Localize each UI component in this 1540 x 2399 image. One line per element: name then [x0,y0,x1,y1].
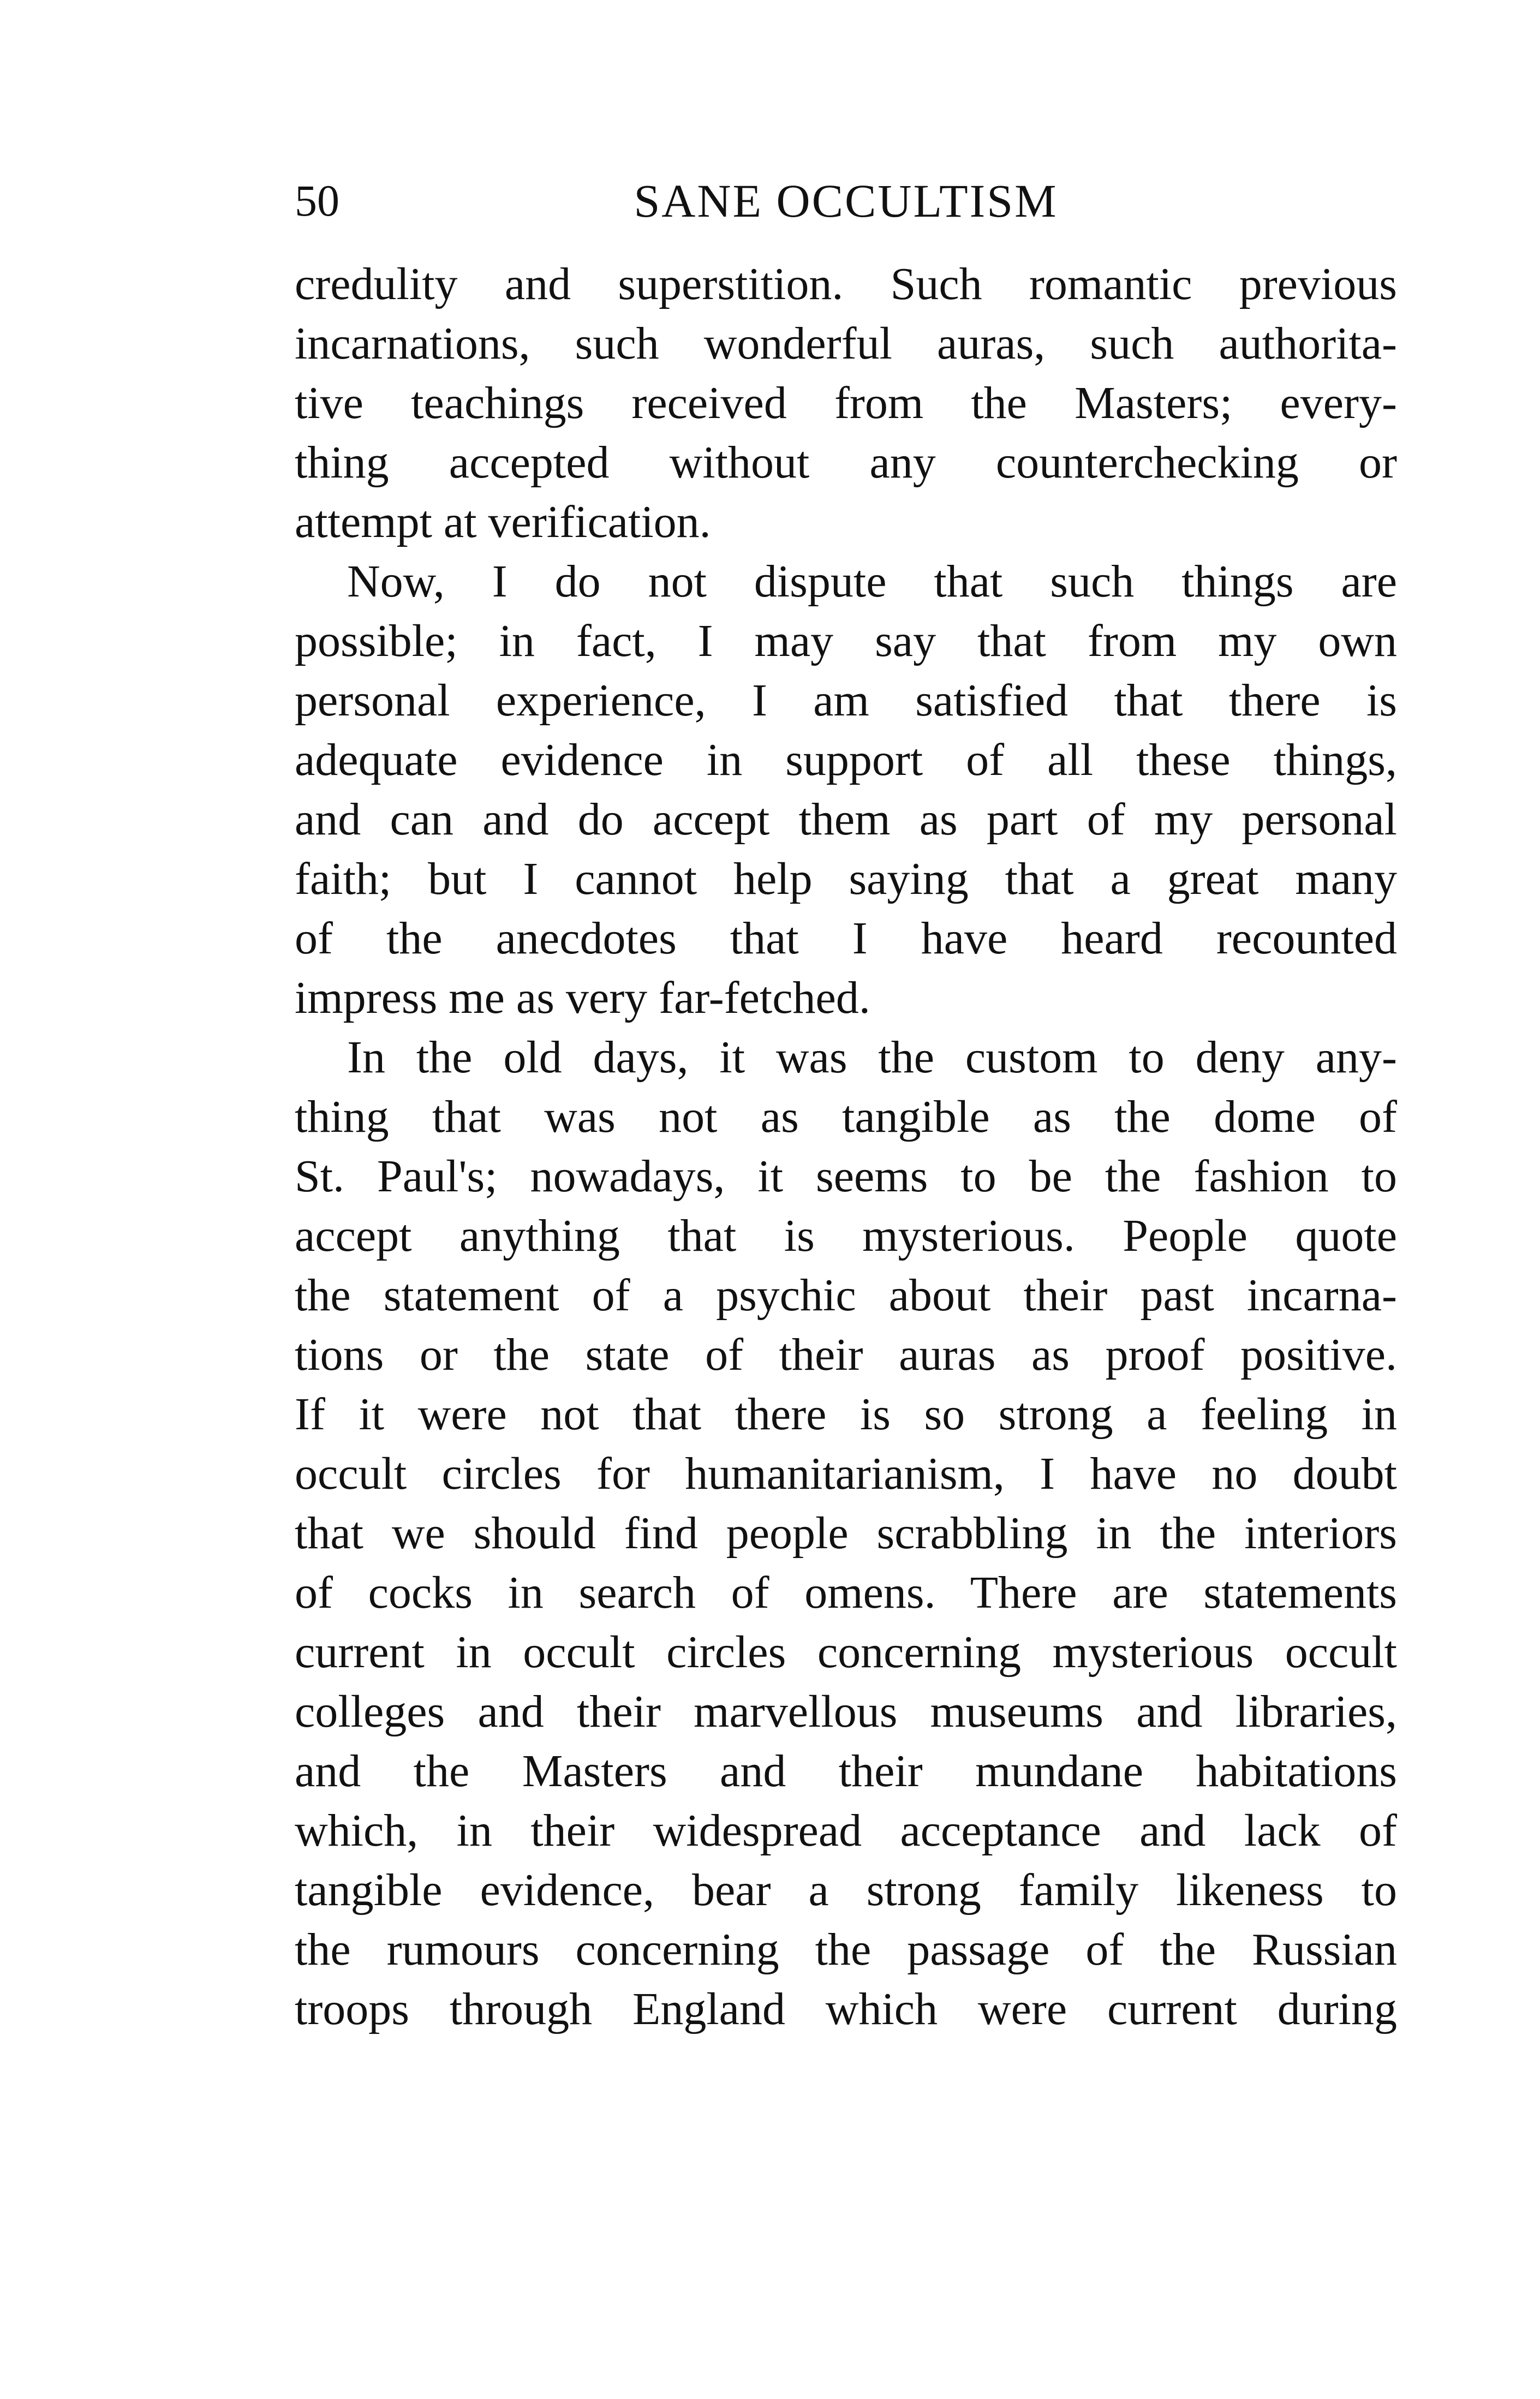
text-line: the rumours concerning the passage of the Russian [295,1924,1397,1975]
text-line: the statement of a psychic about their past incarna- [295,1270,1397,1321]
running-head [295,174,1397,239]
text-line: thing accepted without any counterchecking or [295,437,1397,488]
text-line: possible; in fact, I may say that from my own [295,616,1397,666]
text-line: current in occult circles concerning mysterious occult [295,1627,1397,1678]
body-text [295,254,1397,2039]
text-line: and the Masters and their mundane habitations [295,1746,1397,1797]
page-number: 50 [295,176,339,225]
text-line: Now, I do not dispute that such things are [347,556,1397,607]
text-line: thing that was not as tangible as the dome of [295,1091,1397,1142]
text-line: tions or the state of their auras as proof positive. [295,1329,1397,1380]
text-line: accept anything that is mysterious. People quote [295,1210,1397,1261]
text-line: of the anecdotes that I have heard recounted [295,913,1397,964]
text-line: which, in their widespread acceptance and lack of [295,1805,1397,1856]
text-line: In the old days, it was the custom to deny any- [347,1032,1397,1083]
text-line: attempt at verification. [295,497,711,547]
text-line: tangible evidence, bear a strong family likeness to [295,1865,1397,1915]
text-line: incarnations, such wonderful auras, such authorita- [295,318,1397,369]
text-line: personal experience, I am satisfied that there is [295,675,1397,726]
text-line: of cocks in search of omens. There are statements [295,1567,1397,1618]
text-line: that we should find people scrabbling in the interiors [295,1508,1397,1559]
text-line: troops through England which were current during [295,1984,1397,2034]
text-line: occult circles for humanitarianism, I have no doubt [295,1448,1397,1499]
text-line: If it were not that there is so strong a feeling in [295,1389,1397,1440]
text-line: impress me as very far-fetched. [295,972,870,1023]
text-line: faith; but I cannot help saying that a great many [295,854,1397,904]
text-line: tive teachings received from the Masters; every- [295,378,1397,428]
running-title: SANE OCCULTISM [634,175,1058,227]
text-line: adequate evidence in support of all these things, [295,735,1397,785]
text-line: St. Paul's; nowadays, it seems to be the fashion to [295,1151,1397,1202]
text-line: colleges and their marvellous museums and libraries, [295,1686,1397,1737]
text-line: credulity and superstition. Such romantic previous [295,259,1397,309]
text-line: and can and do accept them as part of my personal [295,794,1397,845]
